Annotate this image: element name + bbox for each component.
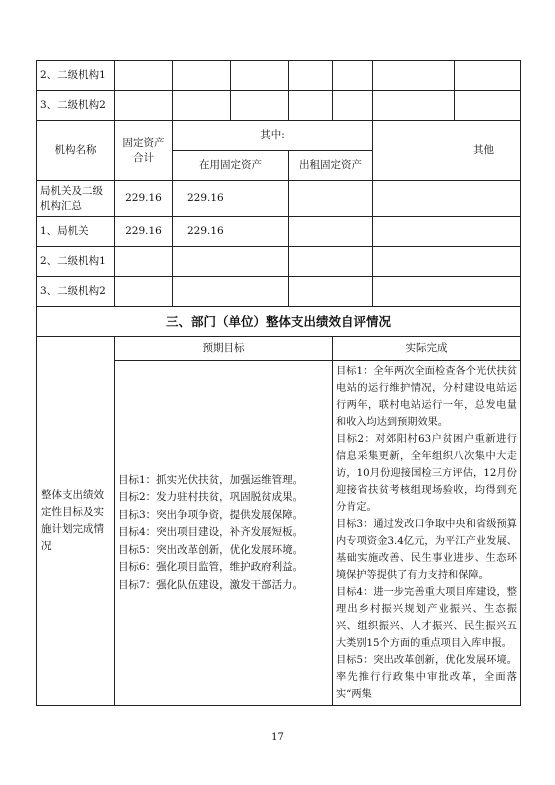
actual-result-item: 目标1：全年两次全面检查各个光伏扶贫电站的运行维护情况，分村建设电站运行两年，联村电站运行一年，总发电量和收入均达到预期效果。 [336, 366, 517, 428]
in-use-cell [173, 247, 289, 277]
other-cell [373, 247, 521, 277]
total-cell: 229.16 [115, 181, 173, 217]
expected-goal-item: 目标2：发力驻村扶贫，巩固脱贫成果。 [118, 491, 304, 504]
rented-out-header: 出租固定资产 [289, 151, 373, 181]
table-row [37, 247, 521, 277]
in-use-header: 在用固定资产 [173, 151, 289, 181]
table-row [37, 181, 521, 217]
total-cell: 229.16 [115, 217, 173, 247]
table-row [37, 217, 521, 247]
actual-result-item: 目标5：突出改革创新，优化发展环境。率先推行行政集中审批改革，全面落实“两集 [336, 655, 517, 700]
expected-goal-item: 目标6：强化项目监管，维护政府利益。 [118, 561, 304, 574]
org-name-cell: 2、二级机构1 [37, 247, 115, 277]
report-table [36, 60, 521, 706]
section-title: 三、部门（单位）整体支出绩效自评情况 [37, 307, 521, 337]
expected-goals-cell [115, 361, 333, 706]
other-header: 其他 [373, 121, 521, 181]
expected-goal-item: 目标1：抓实光伏扶贫，加强运维管理。 [118, 473, 304, 486]
expected-goal-item: 目标5：突出改革创新，优化发展环境。 [118, 543, 304, 556]
actual-result-item: 目标2：对郊阳村63户贫困户重新进行信息采集更新，全年组织八次集中大走访，10月份迎接国检三方评估，12月份迎接省扶贫考核组现场验收，均得到充分肯定。 [336, 434, 517, 513]
other-cell [373, 277, 521, 307]
actual-results-cell [333, 361, 521, 706]
expected-goal-item: 目标7：强化队伍建设，激发干部活力。 [118, 578, 304, 591]
fixed-assets-header-row [37, 121, 521, 151]
in-use-cell: 229.16 [173, 217, 289, 247]
other-cell [373, 181, 521, 217]
section-header-row [37, 337, 521, 361]
rented-out-cell [289, 217, 373, 247]
page-number: 17 [271, 732, 284, 743]
expected-goal-item: 目标3：突出争项争资，提供发展保障。 [118, 508, 304, 521]
actual-result-item: 目标4：进一步完善重大项目库建设，整理出乡村振兴规划产业振兴、生态振兴、组织振兴、人才振兴、民生振兴五大类别15个方面的重点项目入库申报。 [336, 587, 517, 649]
expected-goals-header: 预期目标 [115, 337, 333, 361]
org-name-cell: 3、二级机构2 [37, 91, 115, 121]
table-row [37, 61, 521, 91]
expected-goal-item: 目标4：突出项目建设，补齐发展短板。 [118, 526, 304, 539]
in-use-cell: 229.16 [173, 181, 289, 217]
of-which-header: 其中: [173, 121, 373, 151]
table-row [37, 277, 521, 307]
fixed-total-header: 固定资产 合计 [115, 121, 173, 181]
in-use-cell [173, 277, 289, 307]
org-name-cell: 1、局机关 [37, 217, 115, 247]
org-name-cell: 局机关及二级 机构汇总 [37, 181, 115, 217]
org-name-header: 机构名称 [37, 121, 115, 181]
section-title-row [37, 307, 521, 337]
total-cell [115, 247, 173, 277]
actual-results-header: 实际完成 [333, 337, 521, 361]
actual-result-item: 目标3：通过发改口争取中央和省级预算内专项资金3.4亿元，为平江产业发展、基础实施改善、民生事业进步、生态环境保护等提供了有力支持和保障。 [336, 519, 517, 581]
total-cell [115, 277, 173, 307]
rented-out-cell [289, 181, 373, 217]
other-cell [373, 217, 521, 247]
org-name-cell: 3、二级机构2 [37, 277, 115, 307]
org-name-cell: 2、二级机构1 [37, 61, 115, 91]
table-row [37, 91, 521, 121]
rented-out-cell [289, 247, 373, 277]
rented-out-cell [289, 277, 373, 307]
row-label-cell: 整体支出绩效定性目标及实施计划完成情况 [37, 337, 115, 706]
